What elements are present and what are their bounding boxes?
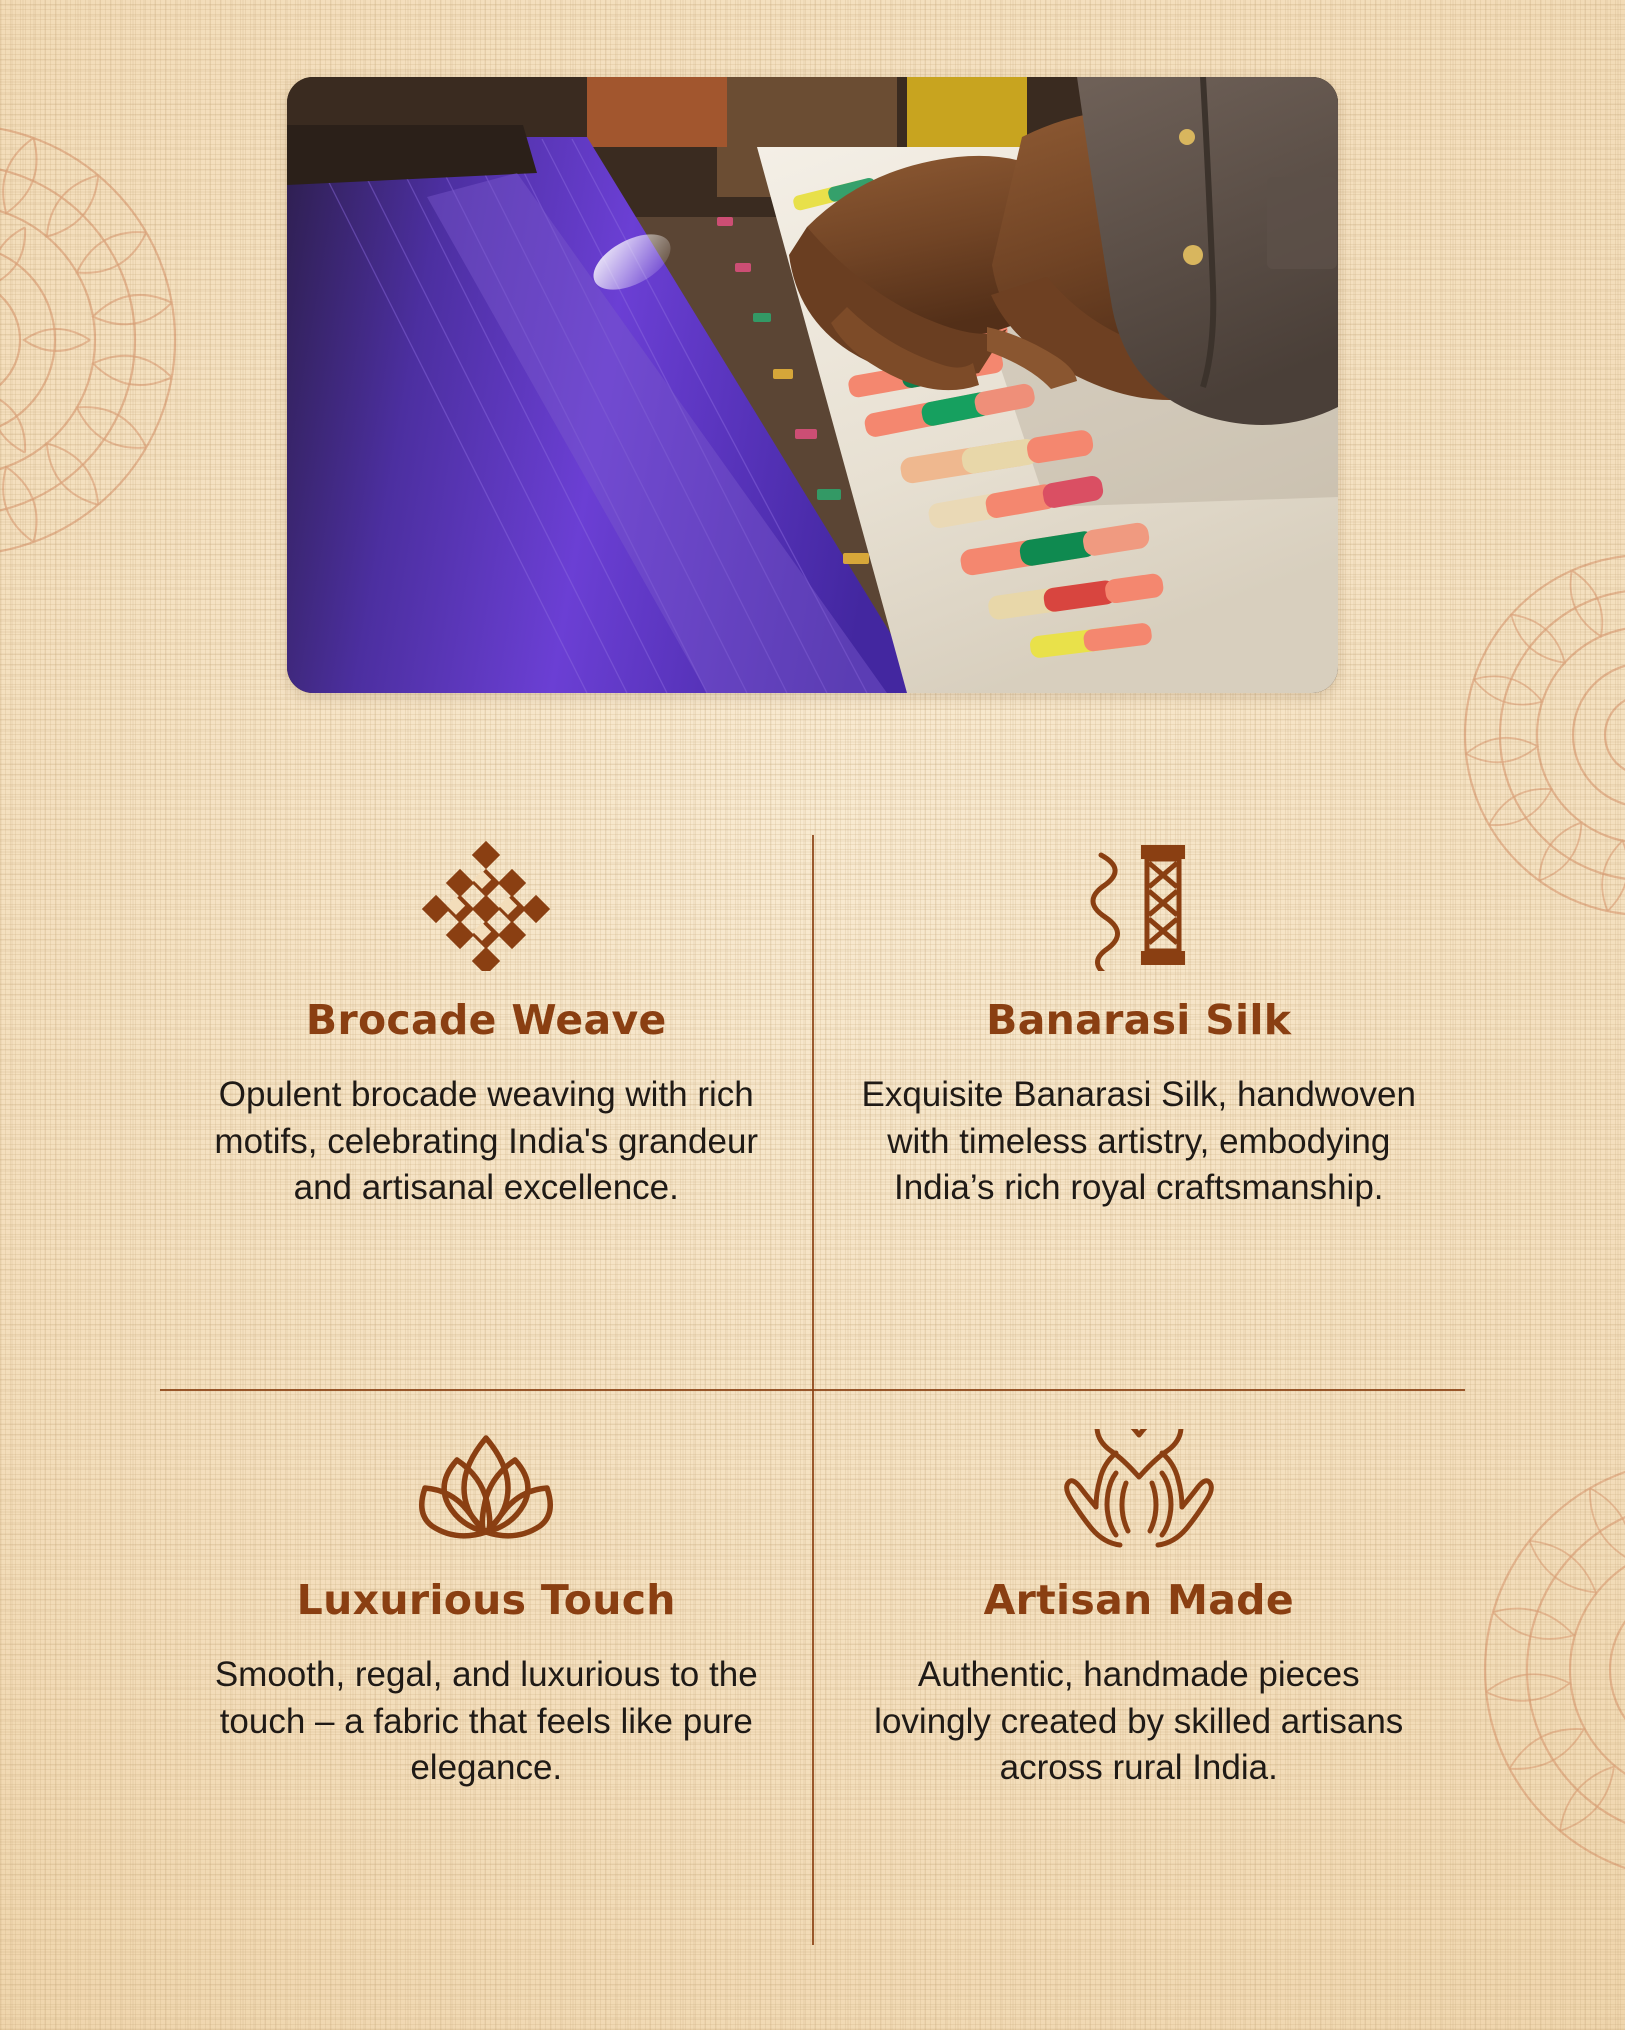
feature-title: Artisan Made [983,1576,1294,1624]
feature-title: Banarasi Silk [986,996,1292,1044]
brocade-weave-icon [420,830,552,980]
feature-artisan-made [813,1390,1466,1980]
feature-brocade-weave [160,800,813,1390]
mandala-ornament-left [0,70,270,615]
handloom-weaver-photo [287,77,1338,693]
feature-luxurious-touch [160,1390,813,1980]
feature-title: Luxurious Touch [296,1576,676,1624]
feature-description: Opulent brocade weaving with rich motifs, celebrating India's grandeur and artisanal excellence. [214,1075,759,1208]
feature-description: Exquisite Banarasi Silk, handwoven with timeless artistry, embodying India’s rich royal craftsmanship. [861,1075,1416,1208]
silk-thread-spool-icon [1073,830,1205,980]
feature-title: Brocade Weave [305,996,667,1044]
hands-heart-icon [1064,1420,1214,1560]
feature-description: Smooth, regal, and luxurious to the touch – a fabric that feels like pure elegance. [214,1655,758,1788]
lotus-icon [411,1420,561,1560]
features-grid [160,800,1465,1980]
feature-banarasi-silk [813,800,1466,1390]
feature-description: Authentic, handmade pieces lovingly created by skilled artisans across rural India. [874,1655,1404,1788]
